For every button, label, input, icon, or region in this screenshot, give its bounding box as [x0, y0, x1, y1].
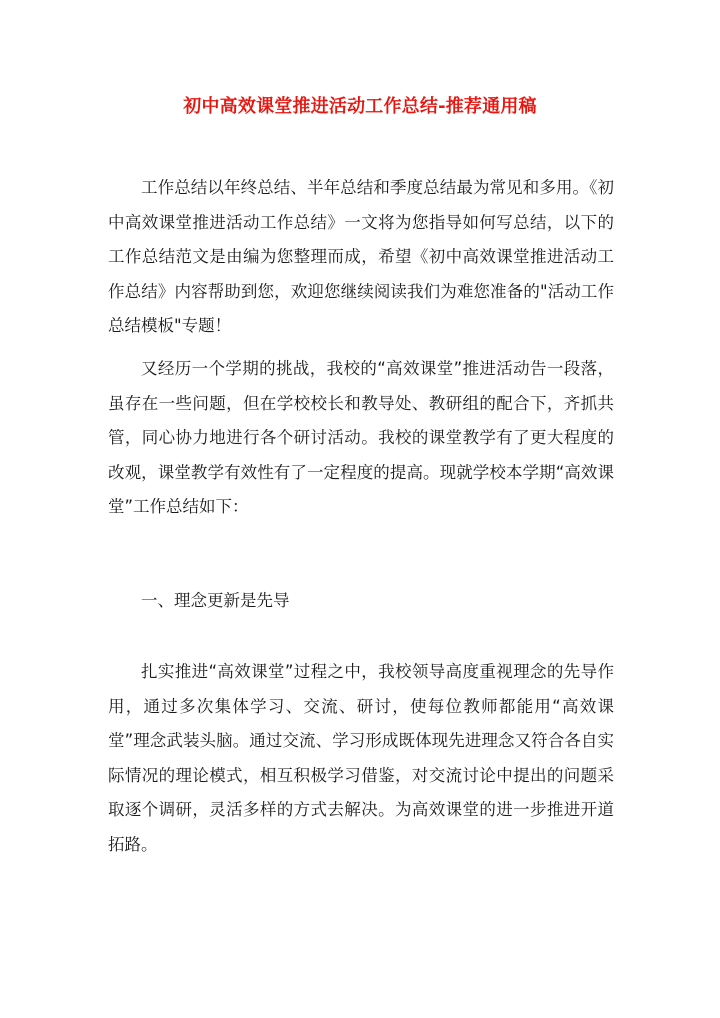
- body-paragraph: 又经历一个学期的挑战，我校的“高效课堂”推进活动告一段落，虽存在一些问题，但在学校校长和教导处、教研组的配合下，齐抓共管，同心协力地进行各个研讨活动。我校的课堂教学有了更大程度的改观，课堂教学有效性有了一定程度的提高。现就学校本学期“高效课堂”工作总结如下：: [108, 359, 614, 517]
- section-heading: 一、理念更新是先导: [141, 591, 290, 610]
- intro-paragraph: 工作总结以年终总结、半年总结和季度总结最为常见和多用。《初中高效课堂推进活动工作总结》一文将为您指导如何写总结，以下的工作总结范文是由编为您整理而成，希望《初中高效课堂推进活动工作总结》内容帮助到您，欢迎您继续阅读我们为难您准备的"活动工作总结模板"专题！: [108, 178, 614, 336]
- document-title: 初中高效课堂推进活动工作总结-推荐通用稿: [183, 96, 537, 117]
- body-paragraph: 扎实推进“高效课堂”过程之中，我校领导高度重视理念的先导作用，通过多次集体学习、交流、研讨，使每位教师都能用“高效课堂”理念武装头脑。通过交流、学习形成既体现先进理念又符合各自实际情况的理论模式，相互积极学习借鉴，对交流讨论中提出的问题采取逐个调研，灵活多样的方式去解决。为高效课堂的进一步推进开道拓路。: [108, 662, 614, 854]
